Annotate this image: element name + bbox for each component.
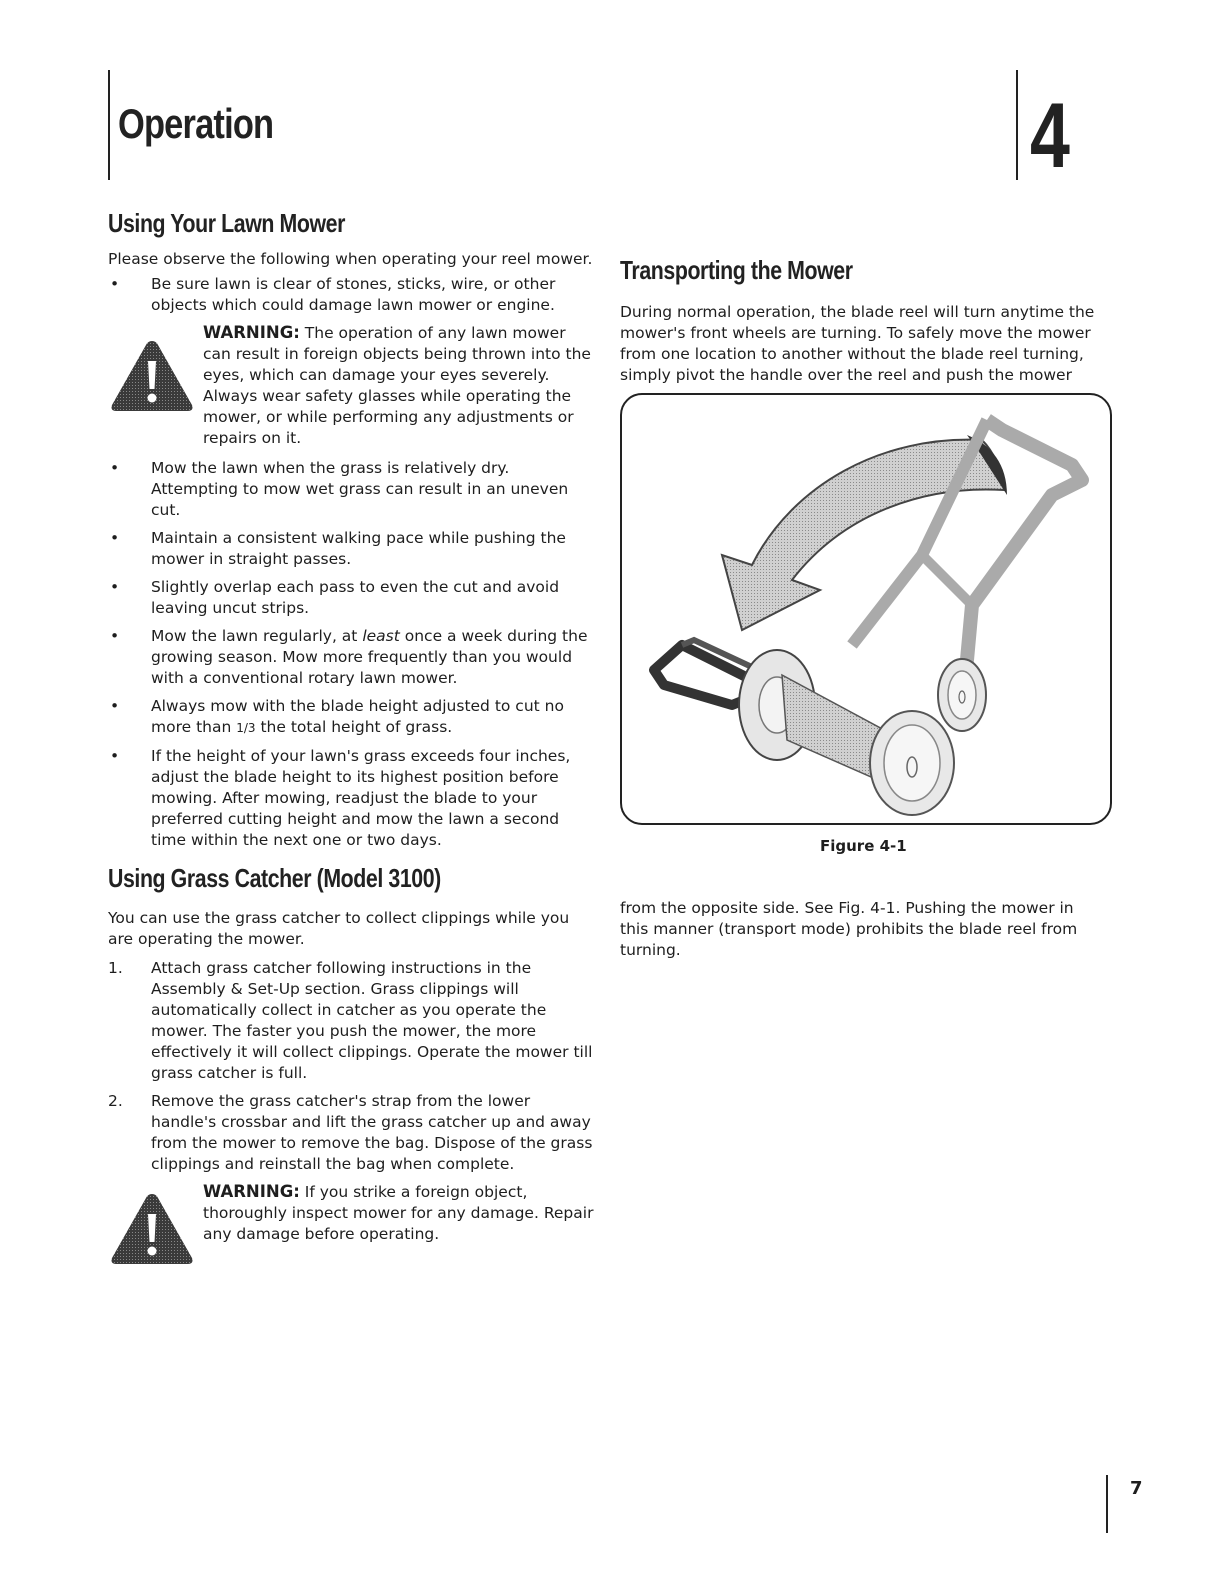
bullet-list bbox=[108, 458, 598, 851]
list-item-text: Attach grass catcher following instructions in the Assembly & Set-Up section. Grass clippings will automatically collect in catcher as you operate the mower. The faster you push the mower, the more effectively it will collect clippings. Operate the mower till grass catcher is full. bbox=[151, 959, 593, 1082]
step-number: 2. bbox=[108, 1092, 123, 1110]
list-item-text: Mow the lawn regularly, at bbox=[151, 627, 363, 645]
bullet-mark: • bbox=[110, 459, 120, 477]
numbered-list bbox=[108, 958, 598, 1175]
bullet-list bbox=[108, 274, 598, 316]
bullet-mark: • bbox=[110, 529, 120, 547]
warning-triangle-icon bbox=[108, 1190, 196, 1268]
list-item bbox=[108, 458, 598, 521]
warning-block bbox=[108, 1182, 598, 1262]
left-column bbox=[108, 208, 598, 1271]
section-body: During normal operation, the blade reel will turn anytime the mower's front wheels are turning. To safely move the mower from one location to another without the blade reel turning, simply pivot the handle over the reel and push the mower bbox=[620, 303, 1095, 384]
section-intro: You can use the grass catcher to collect clippings while you are operating the mower. bbox=[108, 909, 570, 948]
bullet-mark: • bbox=[110, 578, 120, 596]
warning-text: The operation of any lawn mower can result in foreign objects being thrown into the eyes, which can damage your eyes severely. Always wear safety glasses while operating the mower, or while performing any adjustments or repairs on it. bbox=[203, 324, 591, 447]
figure-caption: Figure 4-1 bbox=[820, 837, 907, 855]
list-item bbox=[108, 958, 598, 1084]
list-item bbox=[108, 1091, 598, 1175]
right-column bbox=[620, 255, 1100, 386]
header-rule-right bbox=[1016, 70, 1018, 180]
bullet-mark: • bbox=[110, 697, 120, 715]
warning-text: If you strike a foreign object, thoroughly inspect mower for any damage. Repair any damage before operating. bbox=[203, 1183, 594, 1243]
section-body-continued: from the opposite side. See Fig. 4-1. Pushing the mower in this manner (transport mode) prohibits the blade reel from turning. bbox=[620, 899, 1078, 959]
bullet-mark: • bbox=[110, 275, 120, 293]
list-item-text: Mow the lawn when the grass is relatively dry. Attempting to mow wet grass can result in an uneven cut. bbox=[151, 459, 569, 519]
section-heading-transporting: Transporting the Mower bbox=[620, 255, 853, 285]
list-item-text: Be sure lawn is clear of stones, sticks, wire, or other objects which could damage lawn mower or engine. bbox=[151, 275, 556, 314]
list-item-text: Remove the grass catcher's strap from the lower handle's crossbar and lift the grass catcher up and away from the mower to remove the bag. Dispose of the grass clippings and reinstall the bag when complete. bbox=[151, 1092, 593, 1173]
grass-catcher-section bbox=[108, 863, 598, 1262]
warning-label: WARNING: bbox=[203, 1182, 300, 1201]
bullet-mark: • bbox=[110, 627, 120, 645]
footer-rule bbox=[1106, 1475, 1108, 1533]
page-number: 7 bbox=[1130, 1478, 1143, 1499]
chapter-number: 4 bbox=[1030, 85, 1070, 187]
list-item bbox=[108, 696, 598, 739]
list-item-text: If the height of your lawn's grass exceeds four inches, adjust the blade height to its highest position before mowing. After mowing, readjust the blade to your preferred cutting height and mow the lawn a second time within the next one or two days. bbox=[151, 747, 571, 849]
warning-label: WARNING: bbox=[203, 323, 300, 342]
header-rule-left bbox=[108, 70, 110, 180]
list-item bbox=[108, 746, 598, 851]
list-item bbox=[108, 577, 598, 619]
list-item bbox=[108, 274, 598, 316]
list-item bbox=[108, 626, 598, 689]
warning-block bbox=[108, 323, 598, 449]
chapter-title: Operation bbox=[118, 100, 274, 147]
fraction-text: 1/3 bbox=[236, 721, 256, 735]
list-item-text: Maintain a consistent walking pace while pushing the mower in straight passes. bbox=[151, 529, 566, 568]
mower-transport-illustration bbox=[622, 395, 1110, 823]
section-heading-grass-catcher: Using Grass Catcher (Model 3100) bbox=[108, 863, 441, 893]
list-item-text: Always mow with the blade height adjusted to cut no more than bbox=[151, 697, 564, 736]
section-intro: Please observe the following when operating your reel mower. bbox=[108, 250, 593, 268]
list-item bbox=[108, 528, 598, 570]
section-heading-using-lawn-mower: Using Your Lawn Mower bbox=[108, 208, 345, 238]
list-item-text: once a week during the growing season. Mow more frequently than you would with a conventional rotary lawn mower. bbox=[151, 627, 588, 687]
emphasis-text: least bbox=[362, 627, 400, 645]
list-item-text: Slightly overlap each pass to even the cut and avoid leaving uncut strips. bbox=[151, 578, 560, 617]
step-number: 1. bbox=[108, 959, 123, 977]
list-item-text: the total height of grass. bbox=[255, 718, 453, 736]
warning-triangle-icon bbox=[108, 337, 196, 415]
figure-illustration bbox=[620, 393, 1112, 825]
bullet-mark: • bbox=[110, 747, 120, 765]
